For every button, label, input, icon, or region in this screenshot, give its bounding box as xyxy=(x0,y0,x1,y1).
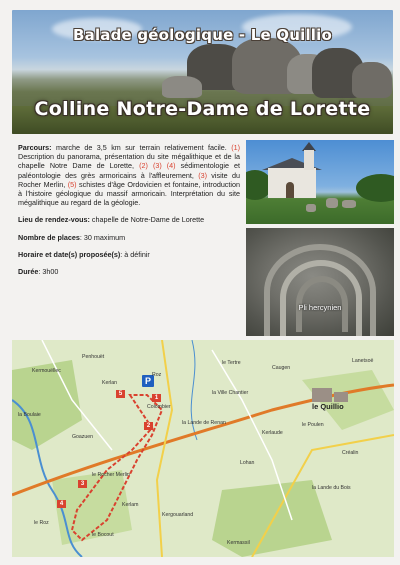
map-place-label: Roz xyxy=(152,372,162,378)
map-place-label: Créalin xyxy=(342,450,359,456)
rdv-label: Lieu de rendez-vous: xyxy=(18,215,90,225)
horaire-value: : à définir xyxy=(120,249,150,259)
town-block xyxy=(334,392,348,402)
horaire-label: Horaire et date(s) proposée(s) xyxy=(18,249,121,259)
map-place-label: Kerlam xyxy=(122,502,139,508)
parcours-text: marche de 3,5 km sur terrain relativement facile. xyxy=(51,143,232,152)
stop-ref-4: (4) xyxy=(166,161,176,171)
stop-ref-5: (5) xyxy=(67,179,77,189)
stop-ref-1: (1) xyxy=(231,143,240,152)
map-place-label: Kergouarland xyxy=(162,512,194,518)
map-graphics xyxy=(12,340,394,557)
stop-ref-3b: (3) xyxy=(198,170,207,180)
parcours-text: visite du Rocher Merlin, xyxy=(18,170,240,189)
map-place-label: Lohan xyxy=(240,460,255,466)
map-place-label: la Lande du Bois xyxy=(312,485,351,491)
map-place-label: Kerlaude xyxy=(262,430,283,436)
details-column xyxy=(18,143,240,284)
duree-value: : 3h00 xyxy=(38,267,59,277)
map-place-label: Kerlan xyxy=(102,380,117,386)
map-place-label: Kermassil xyxy=(227,540,250,546)
map-place-label: la Boulaie xyxy=(18,412,41,418)
rdv-paragraph xyxy=(18,215,240,224)
stop-marker-2[interactable]: 2 xyxy=(144,422,153,430)
map-place-label: Goazuen xyxy=(72,434,94,440)
hero-photo xyxy=(12,10,393,134)
map-place-label: le Roz xyxy=(34,520,49,526)
map-place-label: Colombier xyxy=(147,404,171,410)
fold-caption: Pli hercynien xyxy=(298,303,342,312)
places-paragraph xyxy=(18,233,240,242)
map-place-label: Kermouëllec xyxy=(32,368,61,374)
rdv-value: chapelle de Notre-Dame de Lorette xyxy=(89,215,205,225)
places-value: : 30 maximum xyxy=(79,232,126,242)
page-title: Colline Notre-Dame de Lorette xyxy=(34,98,371,120)
duree-label: Durée xyxy=(18,267,39,277)
map-place-label: le Tertre xyxy=(222,360,241,366)
stop-marker-4[interactable]: 4 xyxy=(57,500,66,508)
parcours-text: schistes d'âge Ordovicien et fontaine, introduction à l'histoire géologique du massif armoricain. Interprétation du site mégalithique au regard de la géologie. xyxy=(18,179,240,208)
stop-ref-3: (3) xyxy=(152,161,162,171)
map-place-label: Lanetsoë xyxy=(352,358,374,364)
stop-marker-3[interactable]: 3 xyxy=(78,480,87,488)
map-place-label: la Ville Chantier xyxy=(212,390,249,396)
map-place-label: le Poulen xyxy=(302,422,324,428)
parcours-label: Parcours: xyxy=(18,143,52,152)
map-place-label: le Bocout xyxy=(92,532,114,538)
parking-icon: P xyxy=(142,375,154,387)
map-place-label: Penhouët xyxy=(82,354,105,360)
map-place-label: Caugen xyxy=(272,365,291,371)
town-block xyxy=(312,388,332,402)
stop-marker-5[interactable]: 5 xyxy=(116,390,125,398)
stop-marker-1[interactable]: 1 xyxy=(152,394,161,402)
places-label: Nombre de places xyxy=(18,232,80,242)
parcours-text: sédimentologie et paléontologie des grès armoricains à l'affleurement, xyxy=(18,161,240,180)
map-town-label: le Quillio xyxy=(312,402,344,411)
map-place-label: le Rocher Merlin xyxy=(92,472,130,478)
fold-photo xyxy=(246,228,394,336)
map-place-label: la Lande de Renan xyxy=(182,420,226,426)
duree-paragraph xyxy=(18,267,240,276)
parcours-text: Description du panorama, présentation du site mégalithique et de la chapelle Notre Dame de Lorette, xyxy=(18,152,240,171)
route-map[interactable] xyxy=(12,340,394,557)
stop-ref-2: (2) xyxy=(139,161,148,171)
parcours-paragraph xyxy=(18,143,240,207)
chapel-photo xyxy=(246,140,394,224)
hero-subtitle: Balade géologique - Le Quillio xyxy=(72,26,332,44)
horaire-paragraph xyxy=(18,250,240,259)
